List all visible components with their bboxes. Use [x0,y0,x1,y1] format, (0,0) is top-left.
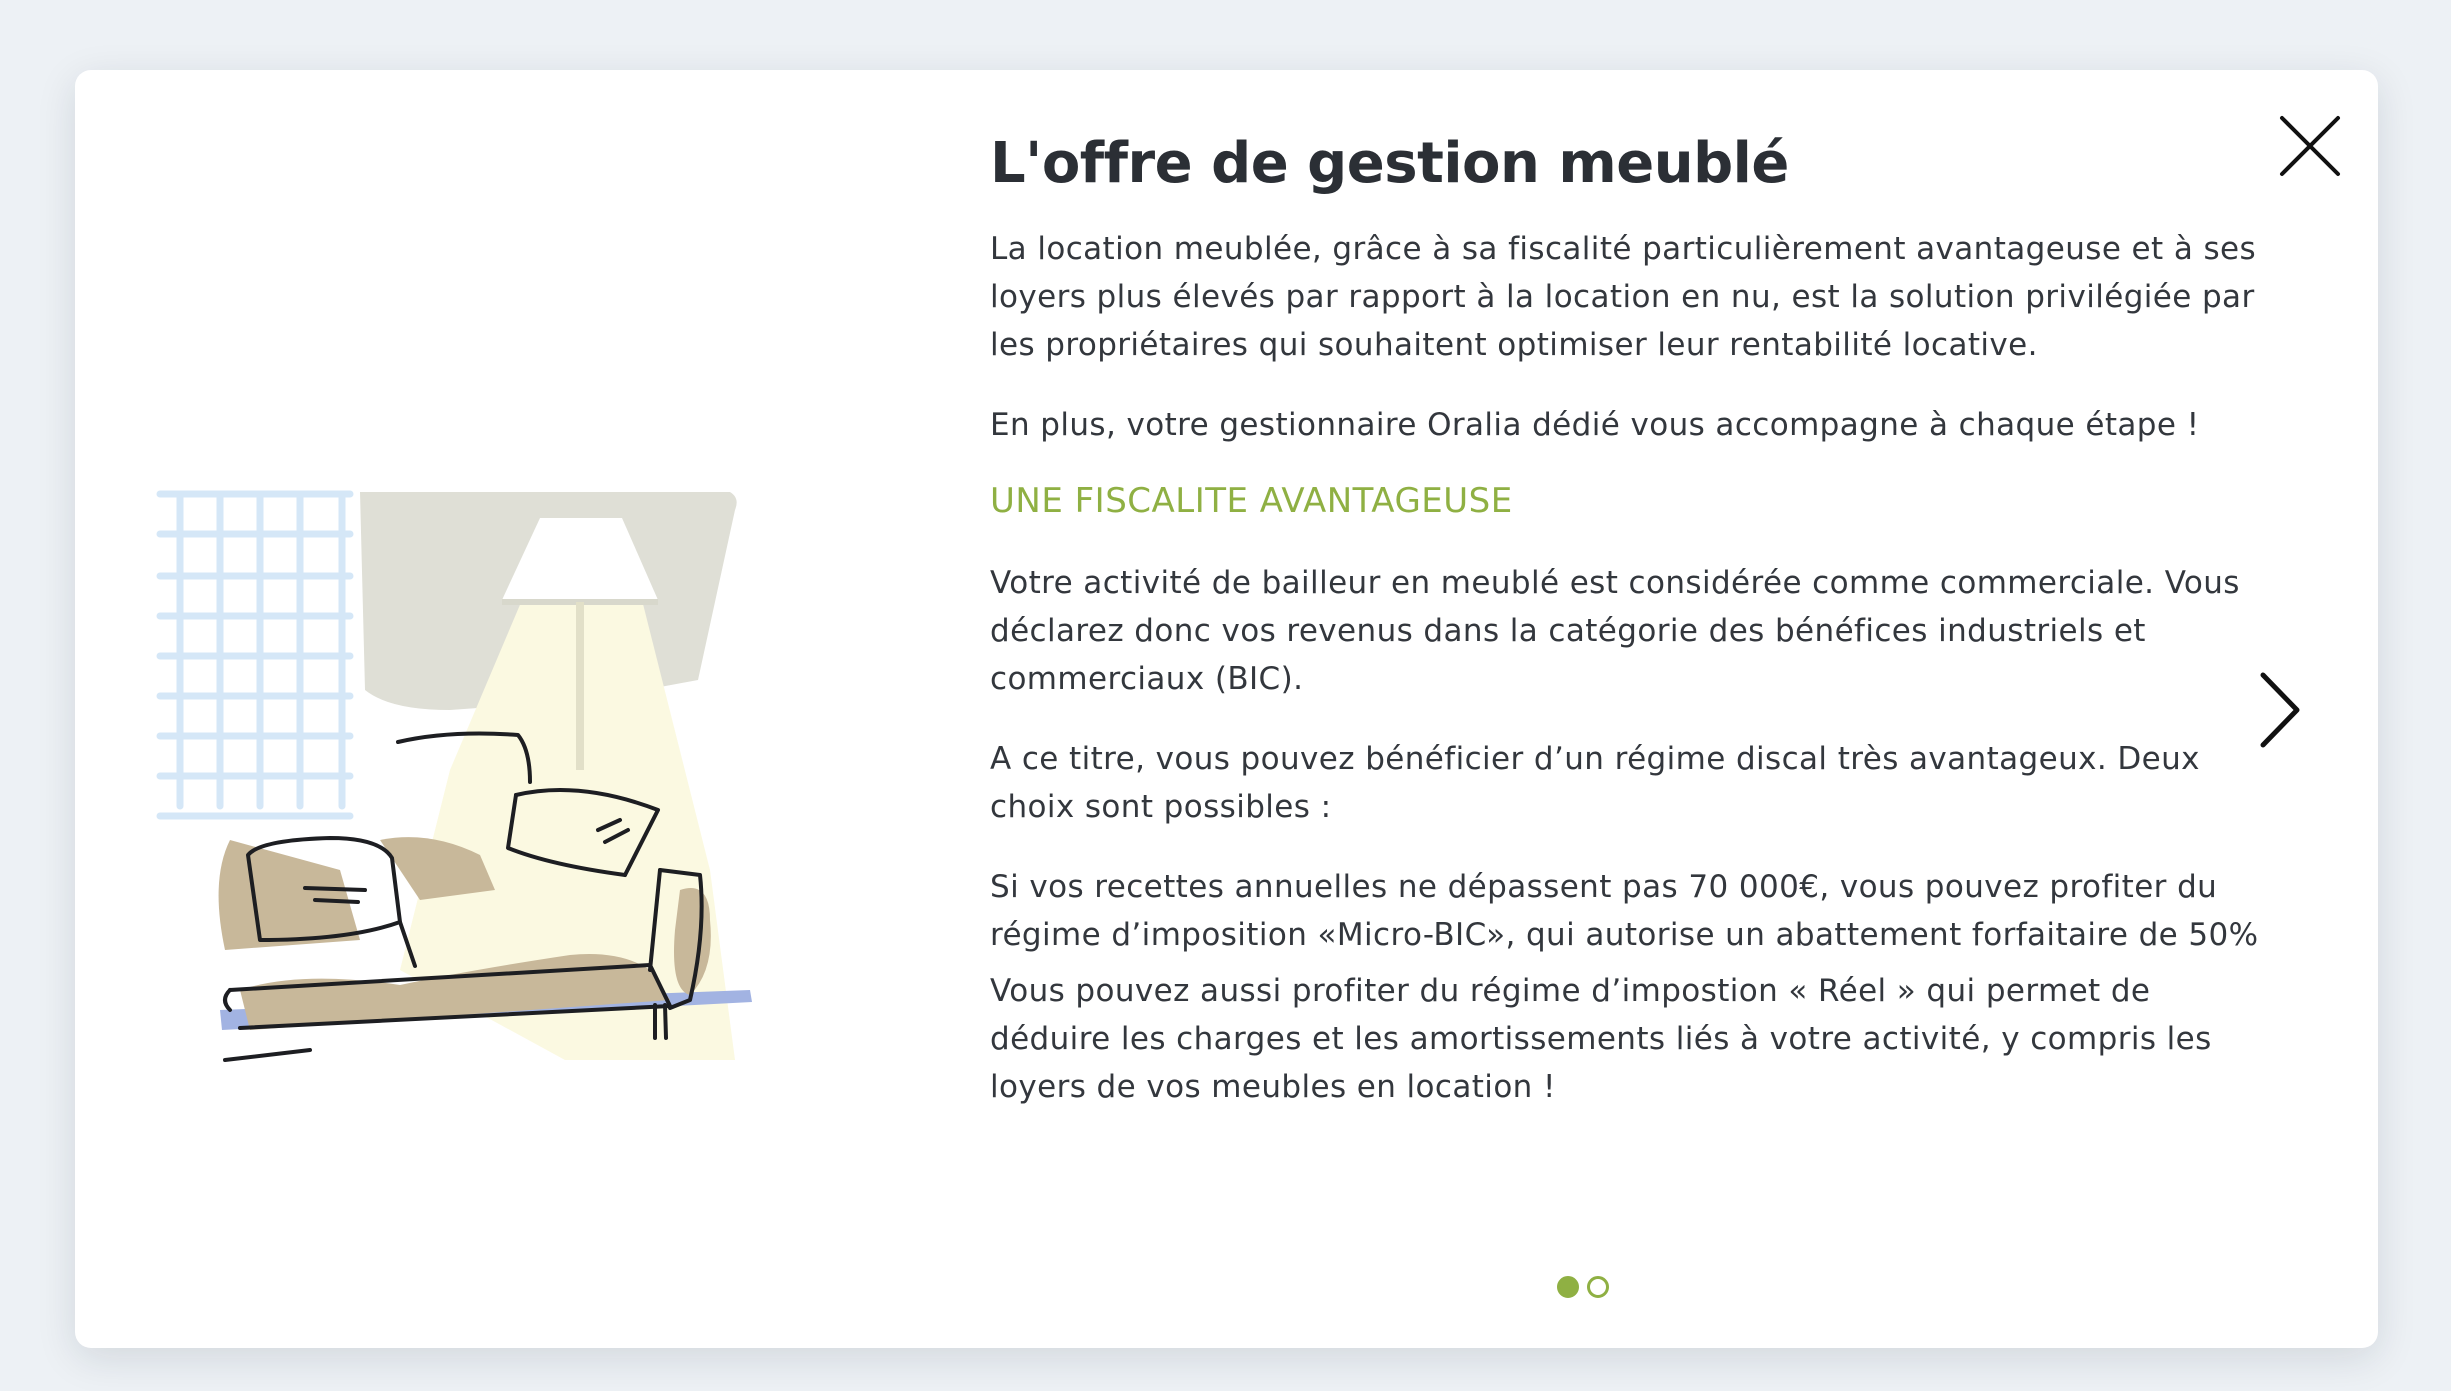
close-icon [2270,106,2350,186]
detail-paragraph: Si vos recettes annuelles ne dépassent pas 70 000€, vous pouvez profiter du régime d’imposition «Micro-BIC», qui autorise un abattement forfaitaire de 50% [990,869,2259,954]
close-button[interactable] [2270,106,2350,186]
modal-title: L'offre de gestion meublé [990,131,1789,196]
detail-paragraph: Votre activité de bailleur en meublé est considérée comme commerciale. Vous déclarez donc vos revenus dans la catégorie des bénéfices industriels et commerciaux (BIC). [990,565,2240,698]
detail-paragraph: A ce titre, vous pouvez bénéficier d’un régime discal très avantageux. Deux choix sont possibles : [990,741,2200,826]
pagination-dot-2[interactable] [1587,1276,1609,1298]
pagination-dot-1[interactable] [1557,1276,1579,1298]
offer-modal [75,70,2378,1348]
manager-paragraph: En plus, votre gestionnaire Oralia dédié vous accompagne à chaque étape ! [990,407,2200,444]
sofa-lamp-illustration [150,410,810,1090]
modal-content [990,130,2280,1143]
section-heading: UNE FISCALITE AVANTAGEUSE [990,481,1513,522]
slide-pagination [1557,1276,1609,1298]
intro-paragraph: La location meublée, grâce à sa fiscalité particulièrement avantageuse et à ses loyers plus élevés par rapport à la location en nu, est la solution privilégiée par les propriétaires qui souhaitent optimiser leur rentabilité locative. [990,231,2257,364]
sofa-illustration-svg [150,410,810,1090]
detail-paragraph: Vous pouvez aussi profiter du régime d’impostion « Réel » qui permet de déduire les charges et les amortissements liés à votre activité, y compris les loyers de vos meubles en location ! [990,973,2212,1106]
